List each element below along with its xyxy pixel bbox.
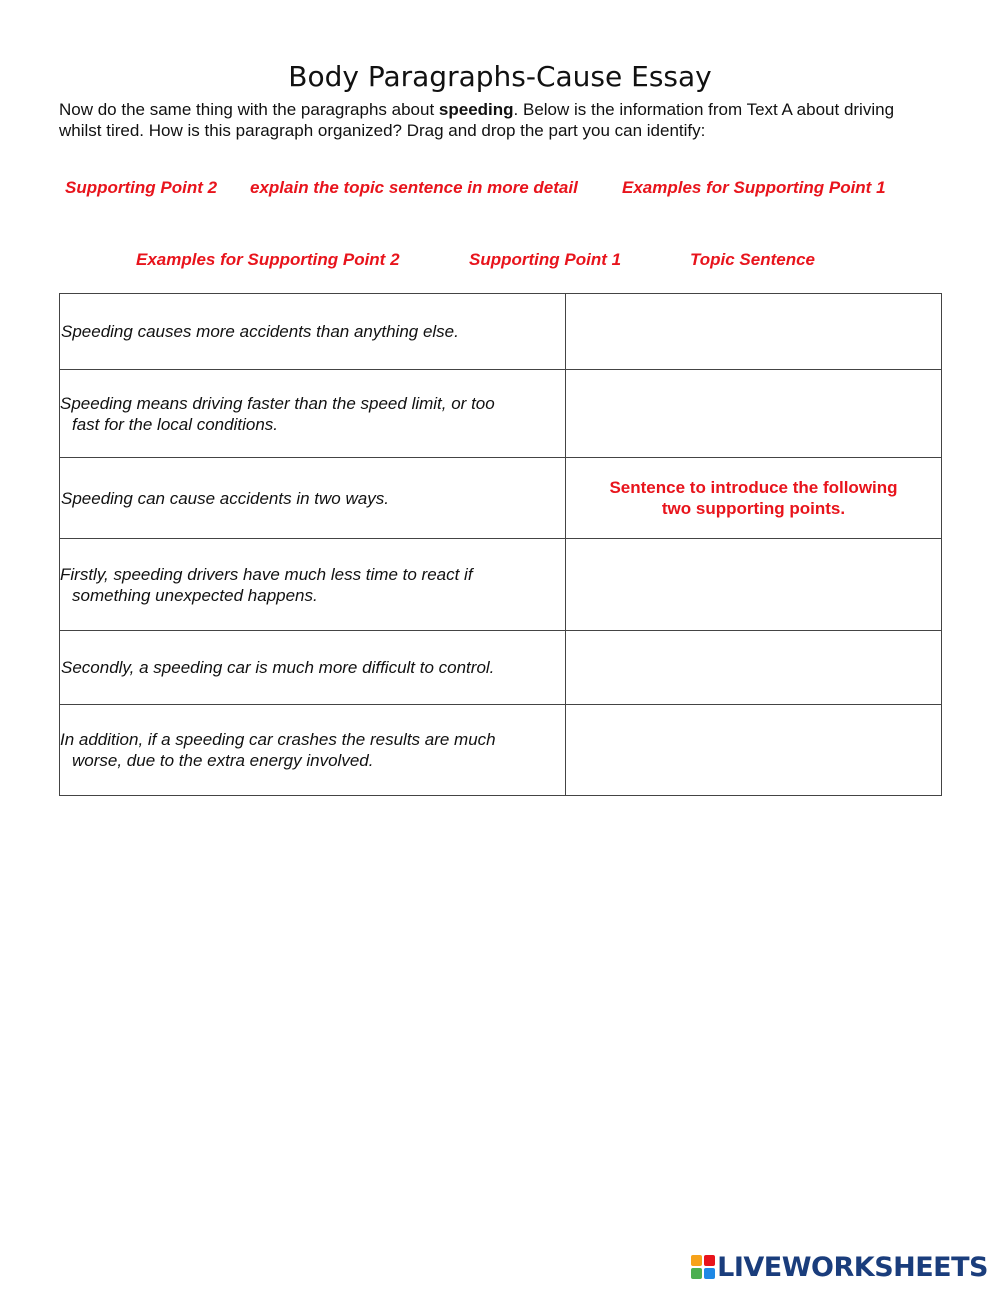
drop-zone[interactable] (566, 294, 942, 370)
drag-option-supporting-point-1[interactable]: Supporting Point 1 (469, 250, 622, 269)
drop-zone[interactable] (566, 539, 942, 631)
instructions (59, 99, 939, 141)
logo-block (691, 1268, 702, 1279)
drag-option-examples-point-2[interactable]: Examples for Supporting Point 2 (136, 250, 400, 269)
drop-zone[interactable] (566, 631, 942, 705)
page-title: Body Paragraphs-Cause Essay (288, 60, 712, 93)
instructions-keyword: speeding (438, 100, 514, 119)
table-row (60, 458, 942, 539)
table-row (60, 294, 942, 370)
instructions-text-end: . Below is the information from Text A about driving whilst tired. How is this paragraph organized? Drag and drop the part you can identify: (59, 100, 895, 140)
sentence-cell (60, 458, 566, 539)
drop-zone[interactable] (566, 370, 942, 458)
sentence-cell (60, 705, 566, 796)
logo-block (704, 1255, 715, 1266)
sentence-table (59, 293, 942, 796)
table-row (60, 705, 942, 796)
logo-blocks-icon (691, 1255, 715, 1279)
drop-zone-answer: Sentence to introduce the following two supporting points. (609, 478, 898, 518)
logo-block (691, 1255, 702, 1266)
drag-option-supporting-point-2[interactable]: Supporting Point 2 (65, 178, 218, 197)
logo-text: LIVEWORKSHEETS (717, 1251, 988, 1283)
drag-option-examples-point-1[interactable]: Examples for Supporting Point 1 (622, 178, 886, 197)
sentence-cell (60, 539, 566, 631)
drag-option-topic-sentence[interactable]: Topic Sentence (690, 250, 816, 269)
liveworksheets-logo (691, 1251, 988, 1283)
sentence-text: Secondly, a speeding car is much more difficult to control. (61, 658, 495, 677)
table-row (60, 370, 942, 458)
logo-block (704, 1268, 715, 1279)
sentence-text: Firstly, speeding drivers have much less time to react if something unexpected happens. (60, 564, 473, 605)
drop-zone[interactable] (566, 458, 942, 539)
sentence-text: Speeding causes more accidents than anything else. (61, 322, 459, 341)
table-row (60, 631, 942, 705)
sentence-text: In addition, if a speeding car crashes the results are much worse, due to the extra energy involved. (60, 730, 496, 770)
table-row (60, 539, 942, 631)
sentence-text: Speeding can cause accidents in two ways. (61, 488, 389, 508)
sentence-cell (60, 631, 566, 705)
sentence-cell (60, 294, 566, 370)
drop-zone[interactable] (566, 705, 942, 796)
instructions-text-start: Now do the same thing with the paragraphs about (59, 100, 439, 119)
sentence-cell (60, 370, 566, 458)
sentence-text: Speeding means driving faster than the speed limit, or too fast for the local conditions. (60, 393, 495, 434)
drag-option-explain-topic-sentence[interactable]: explain the topic sentence in more detail (250, 178, 578, 197)
